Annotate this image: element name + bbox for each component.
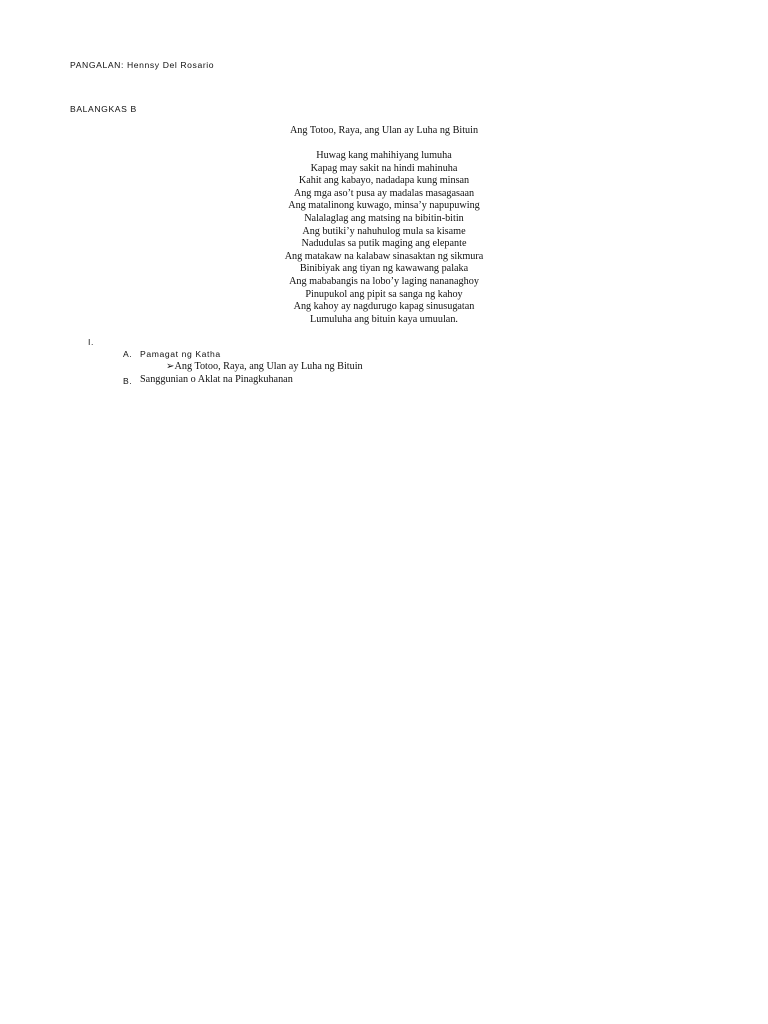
outline-item-a-subitem <box>166 361 363 372</box>
outline-item-a-label: Pamagat ng Katha <box>140 349 221 359</box>
arrow-bullet-icon: ➢ <box>166 361 175 372</box>
poem-line: Ang matalinong kuwago, minsa’y napupuwing <box>288 200 480 212</box>
poem-line: Huwag kang mahihiyang lumuha <box>316 150 452 161</box>
poem-line: Ang butiki’y nahuhulog mula sa kisame <box>302 225 466 237</box>
outline-roman-numeral: I. <box>88 337 94 347</box>
poem-line: Ang mga aso’t pusa ay madalas masagasaan <box>293 187 475 199</box>
poem-line: Pinupukol ang pipit sa sanga ng kahoy <box>305 288 463 300</box>
name-line <box>70 60 214 70</box>
name-label: PANGALAN: <box>70 60 124 70</box>
poem-line: Binibiyak ang tiyan ng kawawang palaka <box>299 263 469 275</box>
poem-line: Kapag may sakit na hindi mahinuha <box>310 162 458 174</box>
poem-lines <box>150 150 618 326</box>
poem-line: Nalalaglag ang matsing na bibitin-bitin <box>304 212 464 224</box>
poem-line: Kahit ang kabayo, nadadapa kung minsan <box>298 175 470 187</box>
poem-line: Nadudulas sa putik maging ang elepante <box>301 238 467 250</box>
poem-title: Ang Totoo, Raya, ang Ulan ay Luha ng Bituin <box>289 125 479 136</box>
outline-item-b-marker: B. <box>123 376 133 386</box>
poem-line: Ang matakaw na kalabaw sinasaktan ng sikmura <box>284 250 484 262</box>
section-heading: BALANGKAS B <box>70 104 137 114</box>
outline-item-a-marker: A. <box>123 349 133 359</box>
poem-line: Ang mababangis na lobo’y laging nananaghoy <box>289 275 479 287</box>
poem-line: Ang kahoy ay nagdurugo kapag sinusugatan <box>293 301 475 313</box>
poem <box>150 124 618 326</box>
student-name: Hennsy Del Rosario <box>126 60 215 70</box>
poem-line: Lumuluha ang bituin kaya umuulan. <box>310 313 458 325</box>
outline-item-a-sub-text: Ang Totoo, Raya, ang Ulan ay Luha ng Bituin <box>174 361 363 372</box>
outline-item-b-label: Sanggunian o Aklat na Pinagkuhanan <box>140 374 293 385</box>
